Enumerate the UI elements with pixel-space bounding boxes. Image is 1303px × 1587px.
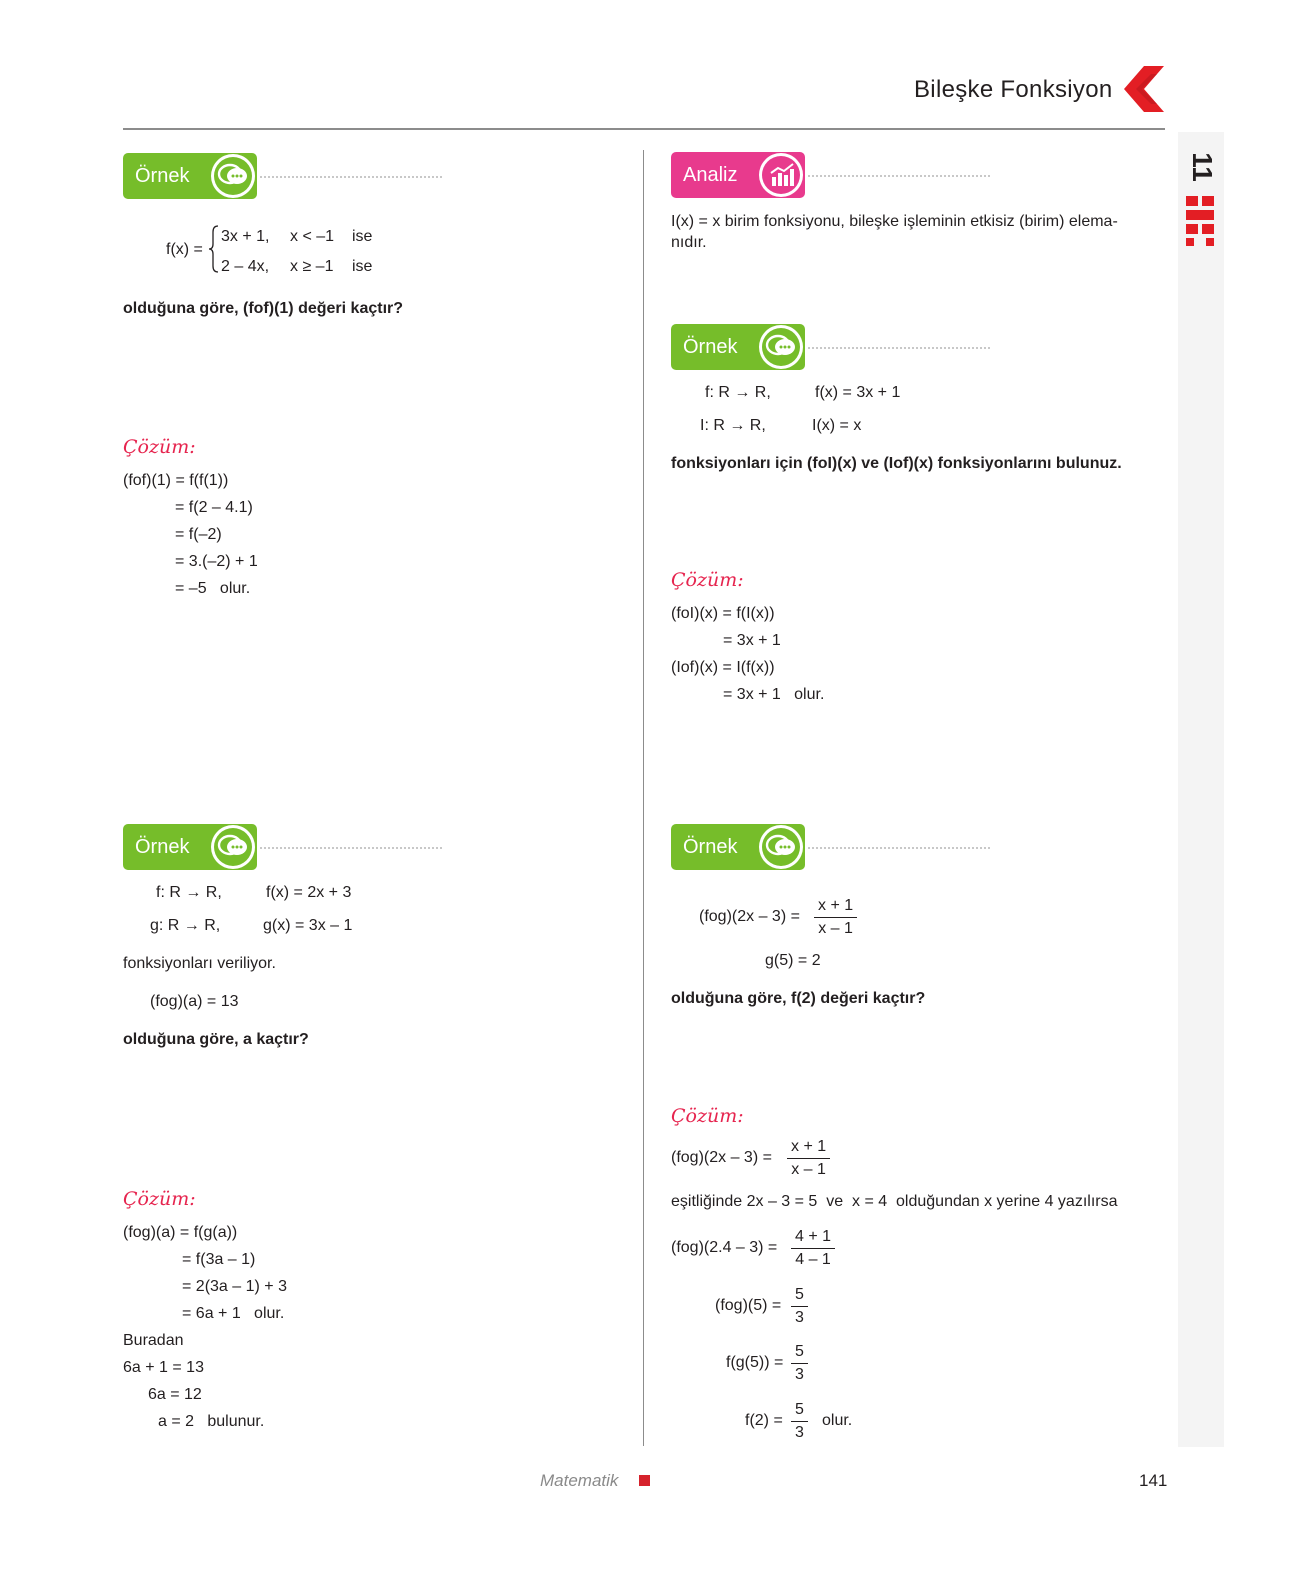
solution-line: 6a + 1 = 13 — [123, 1359, 204, 1376]
case1-expr: 3x + 1, — [221, 228, 270, 245]
cozum-label: Çözüm: — [671, 1105, 744, 1127]
case2-ise: ise — [352, 258, 373, 275]
chat-bubbles-icon — [765, 833, 797, 861]
analiz-text: I(x) = x birim fonksiyonu, bileşke işleminin etkisiz (birim) elema- — [671, 213, 1118, 230]
solution-lhs: f(2) = — [745, 1412, 783, 1429]
solution-line: a = 2 bulunur. — [158, 1413, 265, 1430]
question-text: olduğuna göre, a kaçtır? — [123, 1031, 309, 1048]
i-domain: I: R → R, — [700, 417, 766, 434]
chat-bubbles-icon — [765, 333, 797, 361]
f-rule: f(x) = 3x + 1 — [815, 384, 901, 401]
case1-ise: ise — [352, 228, 373, 245]
square-icon — [639, 1475, 650, 1486]
fraction — [791, 1284, 808, 1329]
g-domain: g: R → R, — [150, 917, 221, 934]
dotted-line — [808, 175, 990, 177]
question-text: olduğuna göre, f(2) değeri kaçtır? — [671, 990, 926, 1007]
cozum-label: Çözüm: — [123, 436, 196, 458]
fraction — [791, 1399, 808, 1444]
badge-label: Örnek — [135, 836, 190, 858]
solution-line: (fof)(1) = f(f(1)) — [123, 472, 229, 489]
denominator: 3 — [795, 1424, 804, 1441]
solution-line: = 2(3a – 1) + 3 — [182, 1278, 287, 1295]
chat-bubbles-icon — [217, 833, 249, 861]
chat-bubbles-icon — [217, 162, 249, 190]
column-divider — [643, 150, 644, 1446]
f-domain: f: R → R, — [705, 384, 771, 401]
page-title: Bileşke Fonksiyon — [914, 76, 1113, 103]
denominator: 3 — [795, 1309, 804, 1326]
solution-line: (foI)(x) = f(I(x)) — [671, 605, 775, 622]
dotted-line — [808, 847, 990, 849]
ornek-badge — [123, 153, 257, 199]
badge-label: Örnek — [683, 336, 738, 358]
solution-line: = f(3a – 1) — [182, 1251, 256, 1268]
denominator: x – 1 — [791, 1161, 826, 1178]
solution-lhs: (fog)(2x – 3) = — [671, 1149, 772, 1166]
denominator: x – 1 — [818, 920, 853, 937]
solution-lhs: (fog)(5) = — [715, 1297, 782, 1314]
f-rule: f(x) = 2x + 3 — [266, 884, 352, 901]
f-domain: f: R → R, — [156, 884, 222, 901]
fraction — [791, 1226, 835, 1271]
badge-label: Analiz — [683, 164, 738, 186]
numerator: x + 1 — [787, 1136, 830, 1159]
ornek-badge — [671, 824, 805, 870]
solution-line: Buradan — [123, 1332, 184, 1349]
olur-text: olur. — [822, 1412, 853, 1429]
badge-label: Örnek — [683, 836, 738, 858]
solution-line: = f(–2) — [175, 526, 222, 543]
chevron-left-icon — [1124, 66, 1166, 112]
g5-equation: g(5) = 2 — [765, 952, 821, 969]
case2-cond: x ≥ –1 — [290, 258, 334, 275]
page-number: 141 — [1139, 1471, 1168, 1490]
cozum-label: Çözüm: — [671, 569, 744, 591]
fraction — [791, 1341, 808, 1386]
denominator: 3 — [795, 1366, 804, 1383]
dotted-line — [260, 847, 442, 849]
logo-icon — [1186, 196, 1216, 248]
solution-line: = 3x + 1 — [723, 632, 781, 649]
question-text: fonksiyonları için (foI)(x) ve (Iof)(x) fonksiyonlarını bulunuz. — [671, 455, 1122, 472]
fraction — [814, 895, 857, 940]
footer-subject: Matematik — [540, 1471, 619, 1490]
solution-line: = f(2 – 4.1) — [175, 499, 253, 516]
fraction — [787, 1136, 830, 1181]
numerator: 5 — [791, 1341, 808, 1364]
equation-lhs: (fog)(2x – 3) = — [699, 908, 800, 925]
solution-line: = 3x + 1 olur. — [723, 686, 825, 703]
numerator: 5 — [791, 1284, 808, 1307]
i-rule: I(x) = x — [812, 417, 862, 434]
analiz-badge — [671, 152, 805, 198]
side-tab — [1178, 132, 1224, 1447]
brace — [208, 224, 220, 274]
question-text: olduğuna göre, (fof)(1) değeri kaçtır? — [123, 300, 404, 317]
numerator: 4 + 1 — [791, 1226, 835, 1249]
solution-line: = 6a + 1 olur. — [182, 1305, 285, 1322]
solution-lhs: (fog)(2.4 – 3) = — [671, 1239, 778, 1256]
ornek-badge — [671, 324, 805, 370]
side-tab-number: 11 — [1187, 152, 1218, 182]
cozum-label: Çözüm: — [123, 1188, 196, 1210]
analiz-text: nıdır. — [671, 234, 707, 251]
badge-label: Örnek — [135, 165, 190, 187]
equation: (fog)(a) = 13 — [150, 993, 239, 1010]
case2-expr: 2 – 4x, — [221, 258, 270, 275]
solution-lhs: f(g(5)) = — [726, 1354, 784, 1371]
header-rule — [123, 128, 1165, 130]
case1-cond: x < –1 — [290, 228, 335, 245]
ornek-badge — [123, 824, 257, 870]
dotted-line — [808, 347, 990, 349]
solution-line: = –5 olur. — [175, 580, 251, 597]
g-rule: g(x) = 3x – 1 — [263, 917, 353, 934]
solution-text: eşitliğinde 2x – 3 = 5 ve x = 4 olduğundan x yerine 4 yazılırsa — [671, 1193, 1118, 1210]
denominator: 4 – 1 — [795, 1251, 831, 1268]
numerator: 5 — [791, 1399, 808, 1422]
fx-label: f(x) = — [166, 241, 203, 258]
given-text: fonksiyonları veriliyor. — [123, 955, 276, 972]
solution-line: (Iof)(x) = I(f(x)) — [671, 659, 775, 676]
solution-line: (fog)(a) = f(g(a)) — [123, 1224, 238, 1241]
bar-chart-icon — [768, 161, 796, 189]
dotted-line — [260, 176, 442, 178]
solution-line: = 3.(–2) + 1 — [175, 553, 258, 570]
solution-line: 6a = 12 — [148, 1386, 202, 1403]
numerator: x + 1 — [814, 895, 857, 918]
